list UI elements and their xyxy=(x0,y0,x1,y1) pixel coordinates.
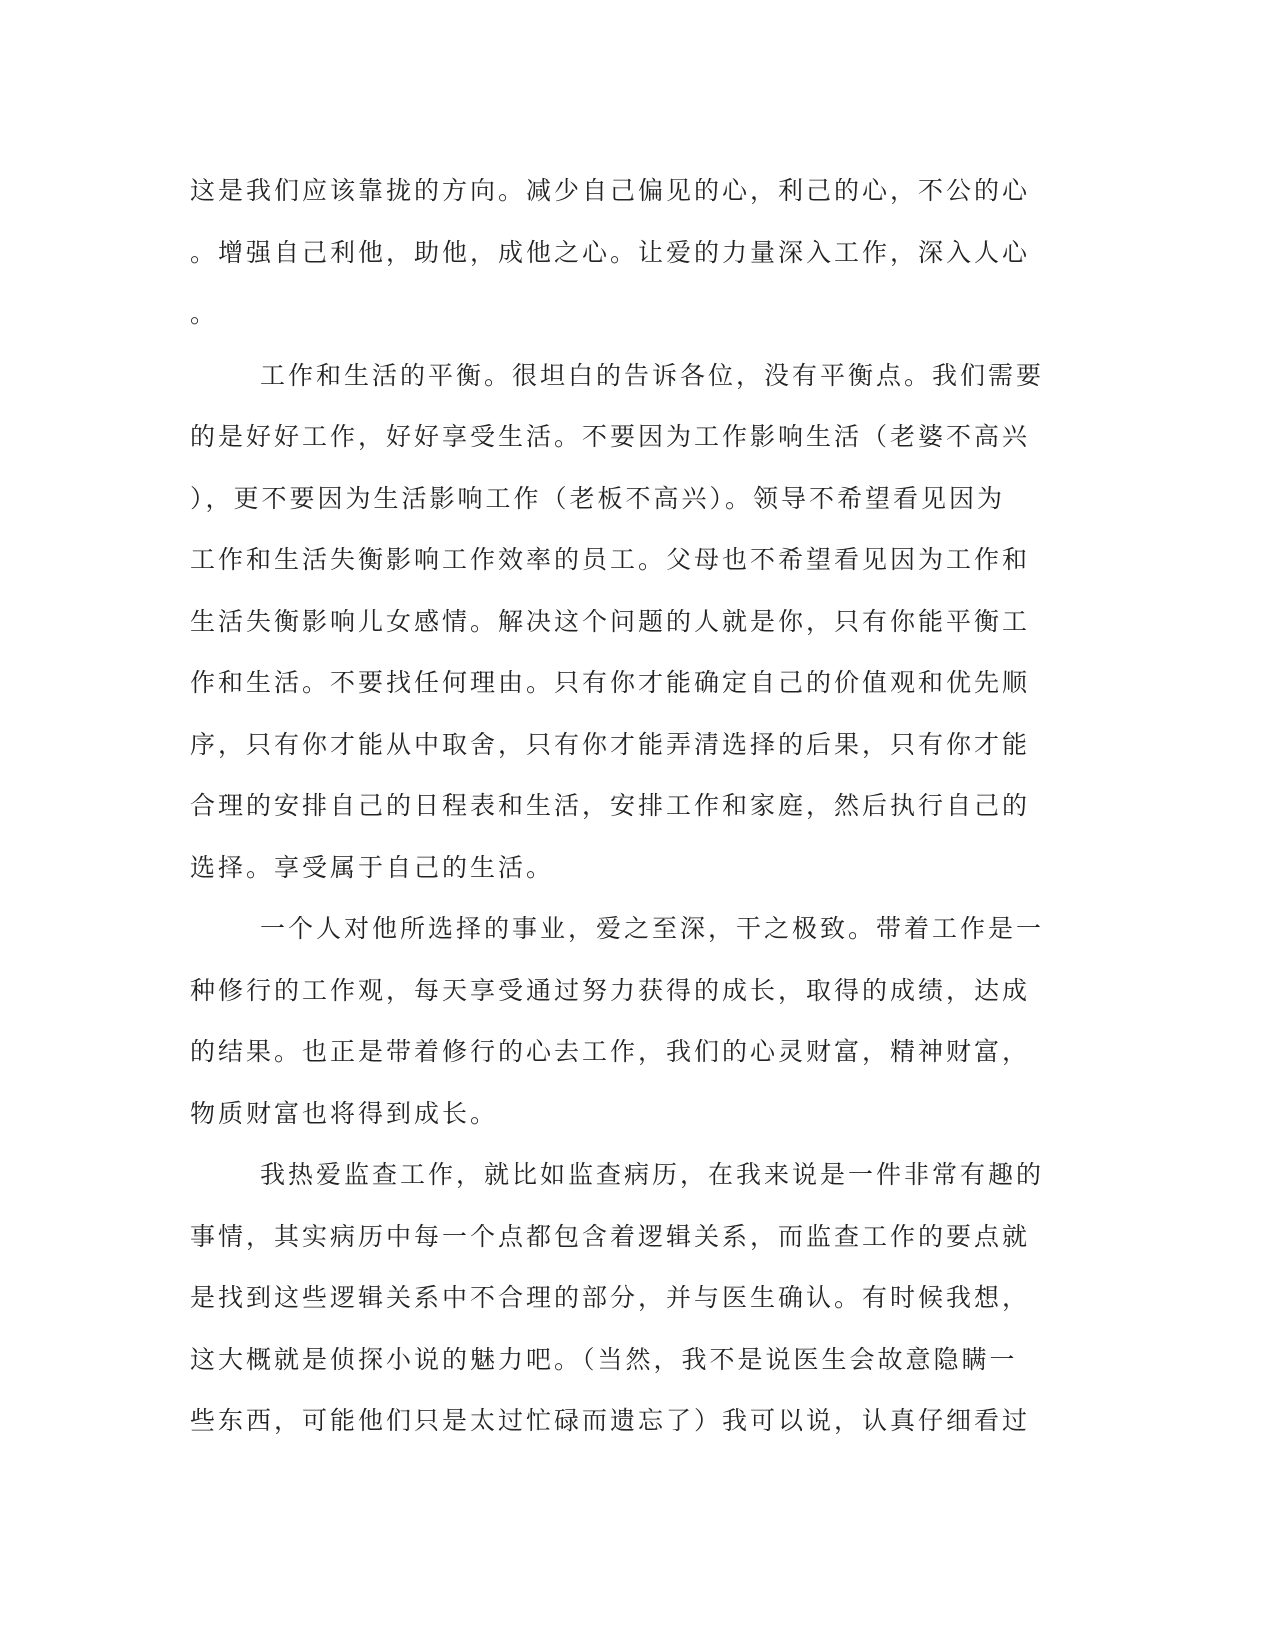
text-line: 种修行的工作观，每天享受通过努力获得的成长，取得的成绩，达成 xyxy=(190,975,1031,1005)
text-line: 这大概就是侦探小说的魅力吧。（当然，我不是说医生会故意隐瞒一 xyxy=(190,1344,1018,1374)
text-line: 合理的安排自己的日程表和生活，安排工作和家庭，然后执行自己的 xyxy=(190,791,1031,820)
text-line: 事情，其实病历中每一个点都包含着逻辑关系，而监查工作的要点就 xyxy=(190,1221,1031,1251)
text-line: 选择。享受属于自己的生活。 xyxy=(190,852,555,882)
paragraph-first-line: 一个人对他所选择的事业，爱之至深，干之极致。带着工作是一 xyxy=(260,914,1045,943)
text-line: 些东西，可能他们只是太过忙碌而遗忘了）我可以说，认真仔细看过 xyxy=(190,1406,1031,1435)
text-line: 。增强自己利他，助他，成他之心。让爱的力量深入工作，深入人心 xyxy=(190,237,1031,267)
text-line: 的结果。也正是带着修行的心去工作，我们的心灵财富，精神财富， xyxy=(190,1037,1031,1066)
text-line: 是找到这些逻辑关系中不合理的部分，并与医生确认。有时候我想， xyxy=(190,1283,1031,1312)
text-line: 序，只有你才能从中取舍，只有你才能弄清选择的后果，只有你才能 xyxy=(190,729,1031,759)
text-line: 。 xyxy=(190,299,219,328)
text-line: ），更不要因为生活影响工作（老板不高兴）。领导不希望看见因为 xyxy=(190,483,1006,513)
text-line: 工作和生活失衡影响工作效率的员工。父母也不希望看见因为工作和 xyxy=(190,545,1031,574)
text-line: 物质财富也将得到成长。 xyxy=(190,1098,499,1128)
text-line: 这是我们应该靠拢的方向。减少自己偏见的心，利己的心，不公的心 xyxy=(190,176,1031,205)
paragraph-first-line: 工作和生活的平衡。很坦白的告诉各位，没有平衡点。我们需要 xyxy=(260,360,1045,390)
text-line: 作和生活。不要找任何理由。只有你才能确定自己的价值观和优先顺 xyxy=(190,668,1031,697)
text-line: 生活失衡影响儿女感情。解决这个问题的人就是你，只有你能平衡工 xyxy=(190,606,1031,636)
text-line: 的是好好工作，好好享受生活。不要因为工作影响生活（老婆不高兴 xyxy=(190,422,1031,451)
paragraph-first-line: 我热爱监查工作，就比如监查病历，在我来说是一件非常有趣的 xyxy=(260,1160,1045,1189)
document-body xyxy=(190,160,1090,1452)
